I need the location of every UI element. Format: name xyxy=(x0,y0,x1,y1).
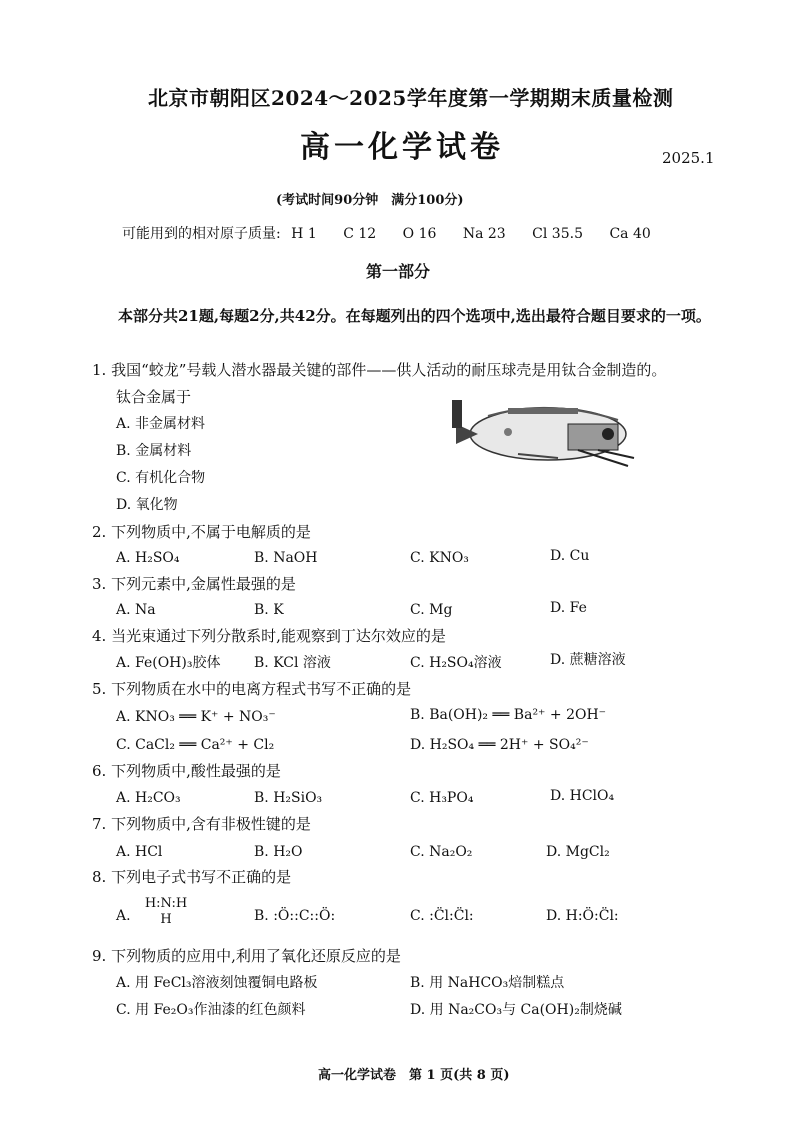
q1-option-c[interactable]: C. 有机化合物 xyxy=(116,470,206,486)
formula-bottom: H xyxy=(160,912,172,927)
q1-option-b[interactable]: B. 金属材料 xyxy=(116,443,192,459)
question-number: 3. xyxy=(92,575,107,593)
question-stem: 下列电子式书写不正确的是 xyxy=(111,868,292,886)
q8-option-a[interactable] xyxy=(116,906,131,926)
q7-option-d[interactable]: D. MgCl₂ xyxy=(546,844,610,860)
question-number: 6. xyxy=(92,762,107,780)
atomic-mass-line xyxy=(122,224,673,244)
q3-option-c[interactable]: C. Mg xyxy=(410,602,453,618)
q2-option-d[interactable]: D. Cu xyxy=(550,548,590,564)
q7-option-c[interactable]: C. Na₂O₂ xyxy=(410,844,473,860)
q3-option-b[interactable]: B. K xyxy=(254,602,284,618)
question-stem-cont: 钛合金属于 xyxy=(116,388,192,406)
question-stem: 下列物质中,酸性最强的是 xyxy=(111,762,281,780)
question-number: 9. xyxy=(92,947,107,965)
q1-option-a[interactable]: A. 非金属材料 xyxy=(116,416,206,432)
question-number: 4. xyxy=(92,627,107,645)
formula-top: H:N:H xyxy=(144,896,188,911)
q4-option-b[interactable]: B. KCl 溶液 xyxy=(254,655,331,671)
q2-option-c[interactable]: C. KNO₃ xyxy=(410,550,469,566)
q9-option-b[interactable]: B. 用 NaHCO₃焙制糕点 xyxy=(410,975,565,991)
q4-option-c[interactable]: C. H₂SO₄溶液 xyxy=(410,655,502,671)
question-stem: 下列物质的应用中,利用了氧化还原反应的是 xyxy=(111,947,401,965)
atomic-mass-c: C 12 xyxy=(343,226,377,242)
q5-option-c[interactable]: C. CaCl₂ ══ Ca²⁺ + Cl₂ xyxy=(116,737,275,753)
question-stem: 下列物质在水中的电离方程式书写不正确的是 xyxy=(111,680,412,698)
q8-option-d[interactable]: D. H:Ö:C̈l: xyxy=(546,908,619,924)
question-1 xyxy=(92,360,666,380)
q9-option-c[interactable]: C. 用 Fe₂O₃作油漆的红色颜料 xyxy=(116,1002,306,1018)
question-number: 5. xyxy=(92,680,107,698)
exam-date: 2025.1 xyxy=(662,149,715,167)
part-instruction: 本部分共21题,每题2分,共42分。在每题列出的四个选项中,选出最符合题目要求的一项。 xyxy=(118,307,711,325)
question-stem: 下列物质中,不属于电解质的是 xyxy=(111,523,311,541)
q2-option-b[interactable]: B. NaOH xyxy=(254,550,318,566)
atomic-mass-ca: Ca 40 xyxy=(609,226,651,242)
question-number: 7. xyxy=(92,815,107,833)
q7-option-b[interactable]: B. H₂O xyxy=(254,844,303,860)
q9-option-a[interactable]: A. 用 FeCl₃溶液刻蚀覆铜电路板 xyxy=(116,975,318,991)
q4-option-a[interactable]: A. Fe(OH)₃胶体 xyxy=(116,655,221,671)
question-stem: 当光束通过下列分散系时,能观察到丁达尔效应的是 xyxy=(111,627,446,645)
q5-option-a[interactable]: A. KNO₃ ══ K⁺ + NO₃⁻ xyxy=(116,709,276,725)
q6-option-a[interactable]: A. H₂CO₃ xyxy=(116,790,181,806)
q3-option-a[interactable]: A. Na xyxy=(116,602,156,618)
question-number: 8. xyxy=(92,868,107,886)
page-footer: 高一化学试卷 第 1 页(共 8 页) xyxy=(318,1068,510,1083)
question-7 xyxy=(92,814,311,834)
question-4 xyxy=(92,626,446,646)
q5-option-b[interactable]: B. Ba(OH)₂ ══ Ba²⁺ + 2OH⁻ xyxy=(410,707,607,723)
q9-option-d[interactable]: D. 用 Na₂CO₃与 Ca(OH)₂制烧碱 xyxy=(410,1002,622,1018)
submersible-image xyxy=(448,394,644,472)
part-title: 第一部分 xyxy=(366,262,431,281)
question-stem: 我国“蛟龙”号载人潜水器最关键的部件——供人活动的耐压球壳是用钛合金制造的。 xyxy=(111,361,667,379)
q3-option-d[interactable]: D. Fe xyxy=(550,600,587,616)
q2-option-a[interactable]: A. H₂SO₄ xyxy=(116,550,180,566)
q7-option-a[interactable]: A. HCl xyxy=(116,844,163,860)
q1-option-d[interactable]: D. 氧化物 xyxy=(116,497,178,513)
question-stem: 下列物质中,含有非极性键的是 xyxy=(111,815,311,833)
exam-subtitle: (考试时间90分钟 满分100分) xyxy=(276,193,464,208)
question-5 xyxy=(92,679,411,699)
question-2 xyxy=(92,522,311,542)
q5-option-d[interactable]: D. H₂SO₄ ══ 2H⁺ + SO₄²⁻ xyxy=(410,737,589,753)
q6-option-d[interactable]: D. HClO₄ xyxy=(550,788,615,804)
q4-option-d[interactable]: D. 蔗糖溶液 xyxy=(550,652,626,668)
atomic-mass-h: H 1 xyxy=(291,226,317,242)
question-stem: 下列元素中,金属性最强的是 xyxy=(111,575,296,593)
question-number: 1. xyxy=(92,361,107,379)
atomic-mass-label: 可能用到的相对原子质量: xyxy=(122,226,281,242)
question-9 xyxy=(92,946,401,966)
atomic-mass-cl: Cl 35.5 xyxy=(532,226,583,242)
page-title: 高一化学试卷 xyxy=(300,130,504,165)
option-letter: A. xyxy=(116,908,131,924)
q8-electron-formula-a xyxy=(136,896,196,928)
question-8 xyxy=(92,867,291,887)
q6-option-b[interactable]: B. H₂SiO₃ xyxy=(254,790,323,806)
atomic-mass-na: Na 23 xyxy=(462,226,506,242)
q8-option-c[interactable]: C. :C̈l:C̈l: xyxy=(410,908,474,924)
exam-header: 北京市朝阳区2024～2025学年度第一学期期末质量检测 xyxy=(148,86,674,110)
q6-option-c[interactable]: C. H₃PO₄ xyxy=(410,790,474,806)
question-number: 2. xyxy=(92,523,107,541)
question-6 xyxy=(92,761,281,781)
atomic-mass-o: O 16 xyxy=(402,226,437,242)
question-3 xyxy=(92,574,296,594)
q8-option-b[interactable]: B. :Ö::C::Ö: xyxy=(254,908,336,924)
